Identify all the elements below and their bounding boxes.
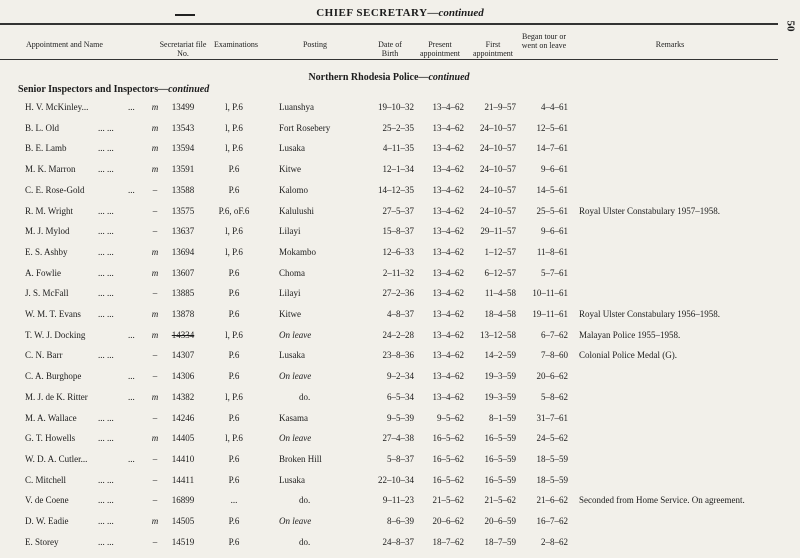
file-number: 14411 (171, 474, 195, 485)
table-row (0, 206, 778, 227)
first-appointment: 18–7–59 (484, 536, 516, 547)
table-row (0, 330, 778, 351)
date-of-birth: 27–4–38 (382, 433, 414, 444)
posting: do. (299, 391, 311, 402)
gender-mark: – (152, 412, 158, 423)
officer-name: E. S. Ashby (25, 246, 68, 257)
tour-date: 12–5–61 (536, 122, 568, 133)
present-appointment: 16–5–62 (432, 433, 464, 444)
date-of-birth: 15–8–37 (382, 226, 414, 237)
subsection-heading (18, 84, 209, 95)
remarks: Seconded from Home Service. On agreement. (579, 495, 745, 506)
first-appointment: 24–10–57 (480, 205, 516, 216)
table-row (0, 123, 778, 144)
officer-name: E. Storey (25, 536, 59, 547)
posting: On leave (279, 371, 312, 382)
file-number: 16899 (171, 495, 195, 506)
file-number: 13878 (171, 309, 195, 319)
first-appointment: 24–10–57 (480, 143, 516, 154)
examinations: l, P.6 (225, 433, 243, 444)
examinations: P.6 (228, 474, 240, 485)
table-row (0, 433, 778, 454)
col-header-dob: Date of Birth (378, 40, 402, 58)
col-header-file: Secretariat file No. (159, 40, 207, 58)
posting: On leave (279, 433, 312, 444)
gender-mark: m (151, 516, 159, 526)
table-row (0, 371, 778, 392)
posting: Luanshya (279, 102, 314, 112)
officer-name: J. S. McFall (25, 288, 69, 299)
date-of-birth: 4–11–35 (382, 143, 414, 154)
dot-leader: ... ... (98, 205, 114, 216)
table-row (0, 475, 778, 496)
gender-mark: m (151, 267, 159, 278)
officer-name: W. M. T. Evans (25, 309, 81, 319)
posting: do. (299, 495, 311, 506)
tour-date: 6–7–62 (541, 329, 568, 340)
file-number: 13591 (171, 164, 195, 175)
present-appointment: 13–4–62 (432, 329, 464, 340)
officer-name: R. M. Wright (25, 205, 73, 216)
posting: Lusaka (279, 143, 305, 154)
date-of-birth: 19–10–32 (378, 102, 414, 112)
posting: Lusaka (279, 350, 305, 361)
present-appointment: 13–4–62 (432, 164, 464, 175)
tour-date: 18–5–59 (536, 474, 568, 485)
file-number: 13637 (171, 226, 195, 237)
date-of-birth: 9–2–34 (387, 371, 414, 382)
officer-name: D. W. Eadie (25, 516, 69, 526)
examinations: l, P.6 (225, 122, 243, 133)
posting: Kitwe (279, 309, 301, 319)
date-of-birth: 24–8–37 (382, 536, 414, 547)
examinations: P.6 (228, 412, 240, 423)
dot-leader: ... ... (98, 350, 114, 361)
dot-leader: ... ... (98, 246, 114, 257)
examinations: P.6 (228, 516, 240, 526)
table-row (0, 288, 778, 309)
present-appointment: 13–4–62 (432, 122, 464, 133)
tour-date: 9–6–61 (541, 226, 568, 237)
date-of-birth: 24–2–28 (382, 329, 414, 340)
tour-date: 31–7–61 (536, 412, 568, 423)
present-appointment: 18–7–62 (432, 536, 464, 547)
dot-leader: ... ... (98, 226, 114, 237)
officer-name: W. D. A. Cutler... (25, 453, 88, 464)
officer-name: M. A. Wallace (25, 412, 77, 423)
present-appointment: 21–5–62 (432, 495, 464, 506)
col-header-appointment: Appointment and Name (26, 40, 103, 49)
gender-mark: – (152, 350, 158, 361)
file-number: 14382 (171, 391, 195, 402)
tour-date: 11–8–61 (536, 246, 568, 257)
tour-date: 20–6–62 (536, 371, 568, 382)
first-appointment: 16–5–59 (484, 453, 516, 464)
officer-name: H. V. McKinley... (25, 102, 89, 112)
first-appointment: 24–10–57 (480, 184, 516, 195)
first-appointment: 24–10–57 (480, 122, 516, 133)
col-header-first: First appointment (473, 40, 513, 58)
officer-name: B. L. Old (25, 122, 60, 133)
subsection-title: Senior Inspectors and Inspectors (18, 84, 159, 95)
tour-date: 24–5–62 (536, 433, 568, 444)
table-row (0, 102, 778, 123)
first-appointment: 11–4–58 (484, 288, 516, 299)
dot-leader: ... ... (98, 516, 114, 526)
first-appointment: 19–3–59 (484, 391, 516, 402)
subsection-continued: —continued (158, 84, 210, 95)
gender-mark: – (152, 453, 158, 464)
section-heading (0, 72, 778, 83)
remarks: Malayan Police 1955–1958. (579, 329, 681, 340)
gender-mark: – (152, 226, 158, 237)
present-appointment: 16–5–62 (432, 474, 464, 485)
tour-date: 10–11–61 (532, 288, 568, 299)
table-row (0, 392, 778, 413)
date-of-birth: 5–8–37 (387, 453, 414, 464)
file-number: 13607 (171, 267, 195, 278)
tour-date: 2–8–62 (541, 536, 568, 547)
tour-date: 5–7–61 (541, 267, 568, 278)
posting: Kalomo (279, 184, 308, 195)
present-appointment: 13–4–62 (432, 371, 464, 382)
first-appointment: 19–3–59 (484, 371, 516, 382)
date-of-birth: 27–2–36 (382, 288, 414, 299)
tour-date: 19–11–61 (532, 309, 568, 319)
present-appointment: 13–4–62 (432, 267, 464, 278)
gender-mark: m (151, 329, 159, 340)
tour-date: 18–5–59 (536, 453, 568, 464)
present-appointment: 13–4–62 (432, 288, 464, 299)
file-number: 13499 (171, 102, 195, 112)
posting: do. (299, 536, 311, 547)
table-row (0, 164, 778, 185)
posting: On leave (279, 516, 312, 526)
officer-name: C. Mitchell (25, 474, 66, 485)
section-title: Northern Rhodesia Police (308, 72, 419, 83)
file-number: 14410 (171, 453, 195, 464)
gender-mark: – (152, 205, 158, 216)
posting: Lilayi (279, 226, 301, 237)
examinations: P.6 (228, 288, 240, 299)
table-row (0, 309, 778, 330)
dot-leader: ... ... (98, 412, 114, 423)
remarks: Colonial Police Medal (G). (579, 350, 677, 361)
first-appointment: 21–9–57 (484, 102, 516, 112)
date-of-birth: 12–1–34 (382, 164, 414, 175)
header-top-rule (0, 23, 778, 25)
present-appointment: 13–4–62 (432, 246, 464, 257)
table-row (0, 413, 778, 434)
first-appointment: 16–5–59 (484, 433, 516, 444)
first-appointment: 1–12–57 (484, 246, 516, 257)
officer-name: M. K. Marron (25, 164, 76, 175)
first-appointment: 20–6–59 (484, 516, 516, 526)
present-appointment: 13–4–62 (432, 309, 464, 319)
page-number: 50 (784, 20, 797, 32)
file-number: 14505 (171, 516, 195, 526)
date-of-birth: 9–5–39 (387, 412, 414, 423)
officer-name: A. Fowlie (25, 267, 61, 278)
examinations: P.6 (228, 536, 240, 547)
file-number: 13543 (171, 122, 195, 133)
file-number: 13594 (171, 143, 195, 154)
officer-name: M. J. de K. Ritter (25, 391, 88, 402)
table-row (0, 350, 778, 371)
dot-leader: ... (128, 391, 135, 402)
examinations: l, P.6 (225, 391, 243, 402)
gender-mark: – (152, 536, 158, 547)
posting: Kalulushi (279, 205, 314, 216)
examinations: ... (230, 495, 238, 506)
date-of-birth: 4–8–37 (387, 309, 414, 319)
dot-leader: ... ... (98, 536, 114, 547)
col-header-tour: Began tour or went on leave (521, 32, 567, 50)
first-appointment: 6–12–57 (484, 267, 516, 278)
dot-leader: ... ... (98, 433, 114, 444)
table-row (0, 226, 778, 247)
officer-name: C. N. Barr (25, 350, 63, 361)
officer-name: C. A. Burghope (25, 371, 82, 382)
examinations: P.6 (228, 164, 240, 175)
examinations: P.6 (228, 350, 240, 361)
posting: Choma (279, 267, 305, 278)
remarks: Royal Ulster Constabulary 1957–1958. (579, 205, 720, 216)
col-header-posting: Posting (302, 40, 327, 49)
table-row (0, 537, 778, 558)
dot-leader: ... ... (98, 474, 114, 485)
gender-mark: m (151, 309, 159, 319)
section-continued: —continued (418, 72, 470, 83)
table-row (0, 495, 778, 516)
date-of-birth: 25–2–35 (382, 122, 414, 133)
gender-mark: – (152, 371, 158, 382)
dot-leader: ... ... (98, 122, 114, 133)
tour-date: 9–6–61 (541, 164, 568, 175)
present-appointment: 13–4–62 (432, 184, 464, 195)
first-appointment: 29–11–57 (480, 226, 516, 237)
date-of-birth: 9–11–23 (382, 495, 414, 506)
examinations: l, P.6 (225, 102, 243, 112)
gender-mark: – (152, 495, 158, 506)
date-of-birth: 27–5–37 (382, 205, 414, 216)
dot-leader: ... ... (98, 267, 114, 278)
gender-mark: m (151, 433, 159, 444)
table-row (0, 268, 778, 289)
first-appointment: 16–5–59 (484, 474, 516, 485)
title-continued: —continued (427, 7, 484, 19)
dot-leader: ... (128, 102, 135, 112)
dot-leader: ... (128, 329, 135, 340)
file-number: 14307 (171, 350, 195, 361)
present-appointment: 13–4–62 (432, 143, 464, 154)
posting: On leave (279, 329, 312, 340)
tour-date: 16–7–62 (536, 516, 568, 526)
file-number: 14246 (171, 412, 195, 423)
file-number: 13588 (171, 184, 195, 195)
posting: Broken Hill (279, 453, 322, 464)
gender-mark: m (151, 391, 159, 402)
col-header-exams: Examinations (214, 40, 258, 49)
first-appointment: 8–1–59 (489, 412, 516, 423)
examinations: P.6, oF.6 (218, 205, 250, 216)
officer-name: V. de Coene (25, 495, 69, 506)
gender-mark: – (152, 288, 158, 299)
date-of-birth: 6–5–34 (387, 391, 414, 402)
examinations: l, P.6 (225, 226, 243, 237)
table-row (0, 247, 778, 268)
tour-date: 14–7–61 (536, 143, 568, 154)
remarks: Royal Ulster Constabulary 1956–1958. (579, 309, 720, 319)
tour-date: 5–8–62 (541, 391, 568, 402)
dot-leader: ... ... (98, 495, 114, 506)
examinations: P.6 (228, 184, 240, 195)
first-appointment: 21–5–62 (484, 495, 516, 506)
file-number: 14334 (171, 329, 195, 340)
officer-name: B. E. Lamb (25, 143, 67, 154)
posting: Kitwe (279, 164, 301, 175)
tour-date: 21–6–62 (536, 495, 568, 506)
posting: Kasama (279, 412, 308, 423)
gender-mark: m (151, 246, 159, 257)
first-appointment: 13–12–58 (480, 329, 516, 340)
gender-mark: – (152, 184, 158, 195)
date-of-birth: 12–6–33 (382, 246, 414, 257)
dot-leader: ... ... (98, 143, 114, 154)
first-appointment: 24–10–57 (480, 164, 516, 175)
dot-leader: ... ... (98, 164, 114, 175)
present-appointment: 9–5–62 (437, 412, 464, 423)
file-number: 13885 (171, 288, 195, 299)
dot-leader: ... (128, 184, 135, 195)
present-appointment: 13–4–62 (432, 226, 464, 237)
col-header-present: Present appointment (420, 40, 460, 58)
tour-date: 14–5–61 (536, 184, 568, 195)
first-appointment: 18–4–58 (484, 309, 516, 319)
date-of-birth: 14–12–35 (378, 184, 414, 195)
date-of-birth: 23–8–36 (382, 350, 414, 361)
table-row (0, 143, 778, 164)
gender-mark: m (151, 164, 159, 175)
posting: Lusaka (279, 474, 305, 485)
officer-name: G. T. Howells (25, 433, 76, 444)
posting: Lilayi (279, 288, 301, 299)
examinations: P.6 (228, 309, 240, 319)
file-number: 13575 (171, 205, 195, 216)
header-bottom-rule (0, 59, 778, 60)
posting: Mokambo (279, 246, 316, 257)
gender-mark: m (151, 102, 159, 112)
dot-leader: ... (128, 371, 135, 382)
examinations: l, P.6 (225, 329, 243, 340)
gender-mark: m (151, 143, 159, 154)
file-number: 14306 (171, 371, 195, 382)
file-number: 14519 (171, 536, 195, 547)
officer-name: C. E. Rose-Gold (25, 184, 85, 195)
gender-mark: m (151, 122, 159, 133)
officer-name: M. J. Mylod (25, 226, 70, 237)
title-text: CHIEF SECRETARY (316, 7, 428, 19)
date-of-birth: 8–6–39 (387, 516, 414, 526)
dot-leader: ... ... (98, 288, 114, 299)
table-row (0, 516, 778, 537)
col-header-remarks: Remarks (655, 40, 685, 49)
file-number: 13694 (171, 246, 195, 257)
tour-date: 7–8–60 (541, 350, 568, 361)
date-of-birth: 2–11–32 (382, 267, 414, 278)
gender-mark: – (152, 474, 158, 485)
present-appointment: 13–4–62 (432, 102, 464, 112)
dot-leader: ... ... (98, 309, 114, 319)
tour-date: 25–5–61 (536, 205, 568, 216)
examinations: l, P.6 (225, 143, 243, 154)
present-appointment: 13–4–62 (432, 350, 464, 361)
table-row (0, 185, 778, 206)
present-appointment: 13–4–62 (432, 391, 464, 402)
examinations: l, P.6 (225, 246, 243, 257)
officer-name: T. W. J. Docking (25, 329, 86, 340)
page-title (0, 7, 800, 19)
present-appointment: 20–6–62 (432, 516, 464, 526)
first-appointment: 14–2–59 (484, 350, 516, 361)
present-appointment: 16–5–62 (432, 453, 464, 464)
table-row (0, 454, 778, 475)
examinations: P.6 (228, 371, 240, 382)
file-number: 14405 (171, 433, 195, 444)
date-of-birth: 22–10–34 (378, 474, 414, 485)
examinations: P.6 (228, 453, 240, 464)
dot-leader: ... (128, 453, 135, 464)
present-appointment: 13–4–62 (432, 205, 464, 216)
examinations: P.6 (228, 267, 240, 278)
tour-date: 4–4–61 (541, 102, 568, 112)
posting: Fort Rosebery (279, 122, 331, 133)
